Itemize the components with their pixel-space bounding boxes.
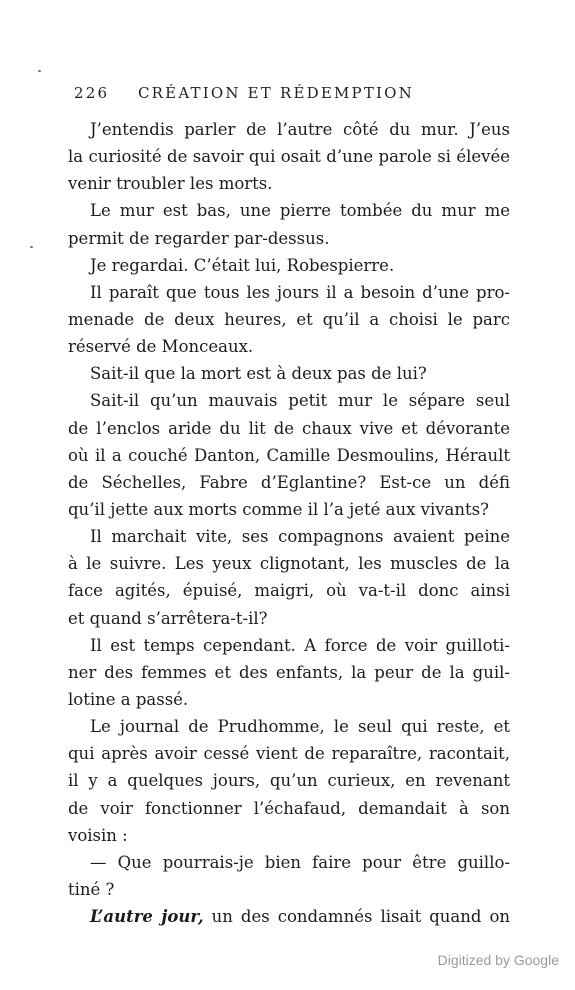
text-line	[68, 550, 510, 577]
text-run: Le mur est bas, une pierre tombée du mur me	[90, 201, 510, 221]
text-run: Il paraît que tous les jours il a besoin d’une pro-	[90, 282, 510, 302]
text-run: menade de deux heures, et qu’il a choisi le parc	[68, 309, 510, 329]
text-line	[68, 822, 510, 849]
text-line	[68, 360, 510, 387]
text-run: tiné ?	[68, 879, 115, 899]
text-line	[68, 523, 510, 550]
text-run: la curiosité de savoir qui osait d’une parole si élevée	[68, 147, 510, 167]
text-run: un des condamnés lisait quand on	[203, 907, 510, 927]
text-line	[68, 333, 510, 360]
text-line	[68, 415, 510, 442]
text-line	[68, 225, 510, 252]
text-run: ner des femmes et des enfants, la peur de la guil-	[68, 662, 510, 682]
text-run: Sait-il que la mort est à deux pas de lui?	[90, 364, 427, 384]
text-line	[68, 577, 510, 604]
text-line	[68, 306, 510, 333]
text-run: de voir fonctionner l’échafaud, demandait à son	[68, 798, 510, 818]
text-line	[68, 740, 510, 767]
text-line	[68, 116, 510, 143]
text-run: face agités, épuisé, maigri, où va-t-il donc ainsi	[68, 581, 510, 601]
text-line	[68, 170, 510, 197]
text-run: J’entendis parler de l’autre côté du mur. J’eus	[90, 120, 510, 139]
text-run: qu’il jette aux morts comme il l’a jeté aux vivants?	[68, 499, 489, 519]
text-line	[68, 686, 510, 713]
text-run: Je regardai. C’était lui, Robespierre.	[90, 255, 395, 275]
text-run: et quand s’arrêtera-t-il?	[68, 608, 268, 628]
text-run: Le journal de Prudhomme, le seul qui reste, et	[90, 717, 510, 737]
print-speck	[30, 246, 33, 248]
text-line	[68, 442, 510, 469]
text-run: réservé de Monceaux.	[68, 337, 254, 357]
text-run: où il a couché Danton, Camille Desmoulins, Hérault	[68, 445, 510, 465]
text-run: venir troubler les morts.	[68, 174, 273, 194]
text-run: Sait-il qu’un mauvais petit mur le sépare seul	[90, 391, 510, 411]
text-line	[68, 197, 510, 224]
text-run: Il est temps cependant. A force de voir guilloti-	[90, 635, 510, 655]
print-speck	[38, 70, 41, 72]
text-line	[68, 469, 510, 496]
page-body-text	[68, 116, 510, 930]
text-line	[68, 143, 510, 170]
page-number: 226	[74, 84, 110, 102]
text-run: de Séchelles, Fabre d’Eglantine? Est-ce un défi	[68, 472, 510, 492]
text-line	[68, 605, 510, 632]
text-line	[68, 252, 510, 279]
text-run: — Que pourrais-je bien faire pour être guillo-	[90, 852, 510, 872]
running-title: CRÉATION ET RÉDEMPTION	[138, 84, 415, 102]
text-run: à le suivre. Les yeux clignotant, les muscles de la	[68, 554, 510, 574]
text-line	[68, 795, 510, 822]
text-line	[68, 767, 510, 794]
page-header	[74, 84, 514, 106]
text-line	[68, 279, 510, 306]
text-run: lotine a passé.	[68, 689, 189, 709]
italic-run: L’autre jour,	[90, 907, 204, 927]
text-line	[68, 632, 510, 659]
text-run: Il marchait vite, ses compagnons avaient peine	[90, 527, 510, 547]
text-line	[68, 876, 510, 903]
text-line	[68, 387, 510, 414]
text-run: de l’enclos aride du lit de chaux vive et dévorante	[68, 418, 510, 438]
text-line	[68, 659, 510, 686]
text-run: voisin :	[68, 825, 128, 845]
text-run: qui après avoir cessé vient de reparaître, racontait,	[68, 744, 510, 764]
text-line	[68, 496, 510, 523]
text-line	[68, 713, 510, 740]
text-line	[68, 849, 510, 876]
text-line	[68, 903, 510, 930]
text-run: permit de regarder par-dessus.	[68, 228, 330, 248]
text-run: il y a quelques jours, qu’un curieux, en revenant	[68, 771, 510, 791]
digitization-watermark: Digitized by Google	[437, 952, 559, 968]
